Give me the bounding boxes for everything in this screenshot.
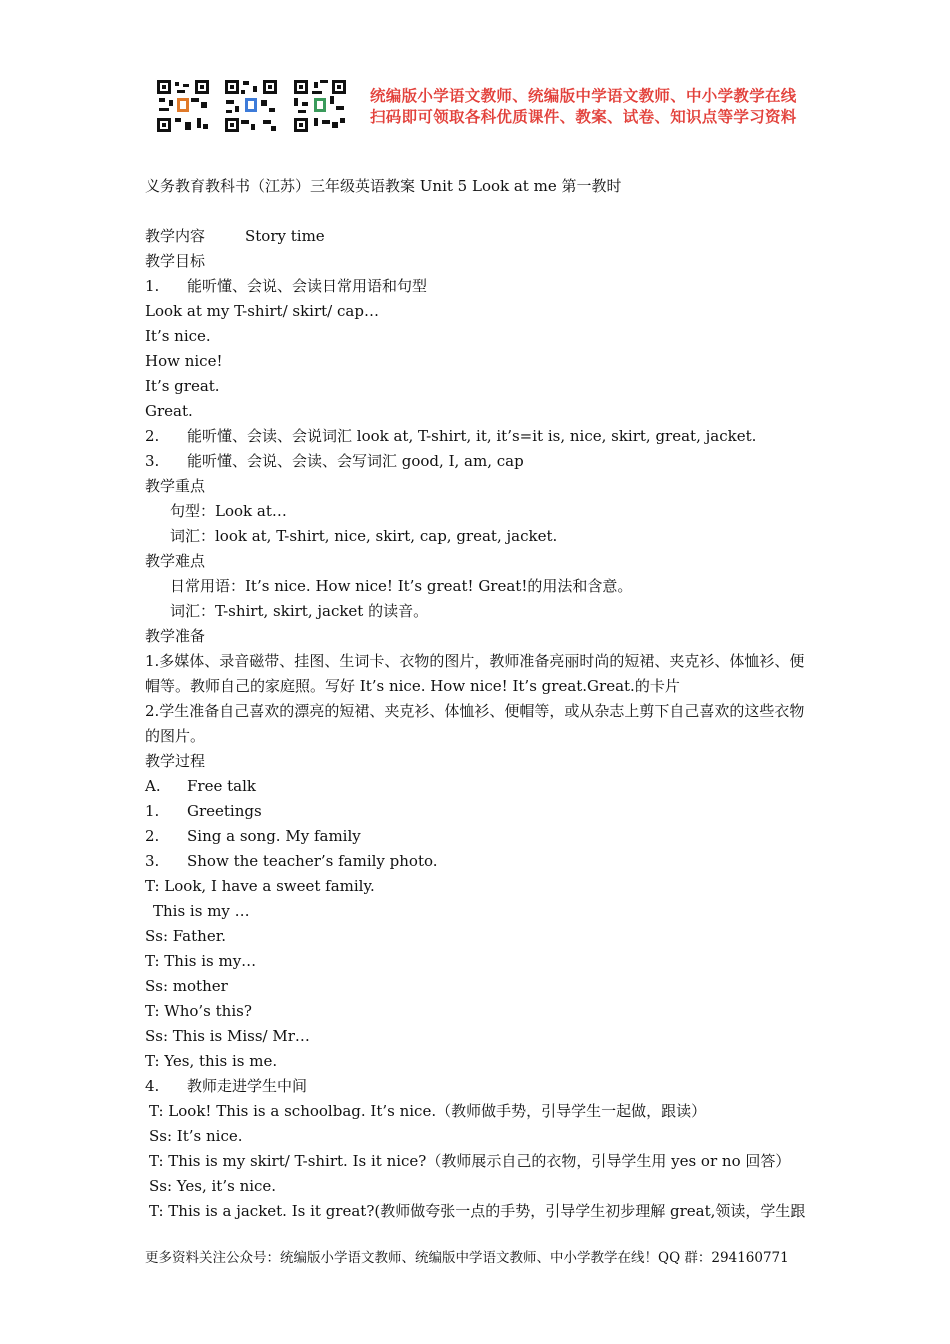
goal-1-line-3: How nice! [145,352,223,370]
key-point-1: 句型：Look at… [170,502,287,520]
goal-1-text: 能听懂、会说、会读日常用语和句型 [187,277,428,295]
step-2-text: Sing a song. My family [187,827,361,845]
qr-code-icon [155,78,211,134]
dialogue-line-5: Ss: mother [145,977,228,995]
step-2-number: 2. [145,827,160,845]
goal-3-text: 能听懂、会说、会读、会写词汇 good, I, am, cap [187,452,524,470]
preparation-2: 2.学生准备自己喜欢的漂亮的短裙、夹克衫、体恤衫、便帽等，或从杂志上剪下自己喜欢的这些衣物的图片。 [145,702,805,745]
promo-banner [155,78,815,138]
step-3-text: Show the teacher’s family photo. [187,852,438,870]
exchange-line-4: Ss: Yes, it’s nice. [149,1177,277,1195]
dialogue-line-6: T: Who’s this? [145,1002,252,1020]
process-heading: 教学过程 [145,752,206,770]
key-points-heading: 教学重点 [145,477,206,495]
key-point-2: 词汇：look at, T-shirt, nice, skirt, cap, great, jacket. [170,527,558,545]
content-label: 教学内容 [145,227,206,245]
step-2 [145,824,810,849]
goals-heading: 教学目标 [145,252,206,270]
step-4 [145,1074,810,1099]
content-row [145,224,810,249]
step-4-text: 教师走进学生中间 [187,1077,308,1095]
difficulty-2: 词汇：T-shirt, skirt, jacket 的读音。 [170,602,429,620]
step-1-number: 1. [145,802,160,820]
qr-code-icon [292,78,348,134]
content-value: Story time [245,227,325,245]
step-a-number: A. [145,777,161,795]
goal-1-line-2: It’s nice. [145,327,211,345]
banner-text [370,86,797,128]
step-3 [145,849,810,874]
exchange-line-2: Ss: It’s nice. [149,1127,243,1145]
dialogue-line-8: T: Yes, this is me. [145,1052,278,1070]
page-footer: 更多资料关注公众号：统编版小学语文教师、统编版中学语文教师、中小学教学在线！QQ 群：294160771 [145,1250,789,1266]
exchange-line-1: T: Look! This is a schoolbag. It’s nice.（教师做手势，引导学生一起做，跟读） [149,1102,707,1120]
dialogue-line-1: T: Look, I have a sweet family. [145,877,375,895]
dialogue-line-3: Ss: Father. [145,927,226,945]
step-1 [145,799,810,824]
exchange-line-3: T: This is my skirt/ T-shirt. Is it nice?（教师展示自己的衣物，引导学生用 yes or no 回答） [149,1152,791,1170]
goal-3-number: 3. [145,452,160,470]
step-4-number: 4. [145,1077,160,1095]
preparation-heading: 教学准备 [145,627,206,645]
qr-code-icon [223,78,279,134]
difficulty-1: 日常用语：It’s nice. How nice! It’s great! Great!的用法和含意。 [170,577,633,595]
goal-2 [145,424,810,449]
document-body [145,174,810,1224]
dialogue-line-2: This is my … [153,902,250,920]
goal-2-number: 2. [145,427,160,445]
banner-line-1: 统编版小学语文教师、统编版中学语文教师、中小学教学在线 [370,87,797,105]
dialogue-line-7: Ss: This is Miss/ Mr… [145,1027,310,1045]
banner-line-2: 扫码即可领取各科优质课件、教案、试卷、知识点等学习资料 [370,108,797,126]
step-3-number: 3. [145,852,160,870]
exchange-line-5: T: This is a jacket. Is it great?(教师做夸张一点的手势，引导学生初步理解 great,领读，学生跟 [149,1202,806,1220]
step-a [145,774,810,799]
goal-1-line-4: It’s great. [145,377,220,395]
goal-1-number: 1. [145,277,160,295]
goal-1-line-1: Look at my T-shirt/ skirt/ cap… [145,302,379,320]
goal-2-text: 能听懂、会读、会说词汇 look at, T-shirt, it, it’s=it is, nice, skirt, great, jacket. [187,427,757,445]
preparation-1: 1.多媒体、录音磁带、挂图、生词卡、衣物的图片，教师准备亮丽时尚的短裙、夹克衫、体恤衫、便帽等。教师自己的家庭照。写好 It’s nice. How nice! It’s great.Great.的卡片 [145,652,805,695]
step-1-text: Greetings [187,802,262,820]
document-title: 义务教育教科书（江苏）三年级英语教案 Unit 5 Look at me 第一教时 [145,177,622,195]
difficulties-heading: 教学难点 [145,552,206,570]
goal-1 [145,274,810,299]
step-a-text: Free talk [187,777,256,795]
goal-3 [145,449,810,474]
goal-1-line-5: Great. [145,402,193,420]
dialogue-line-4: T: This is my… [145,952,257,970]
